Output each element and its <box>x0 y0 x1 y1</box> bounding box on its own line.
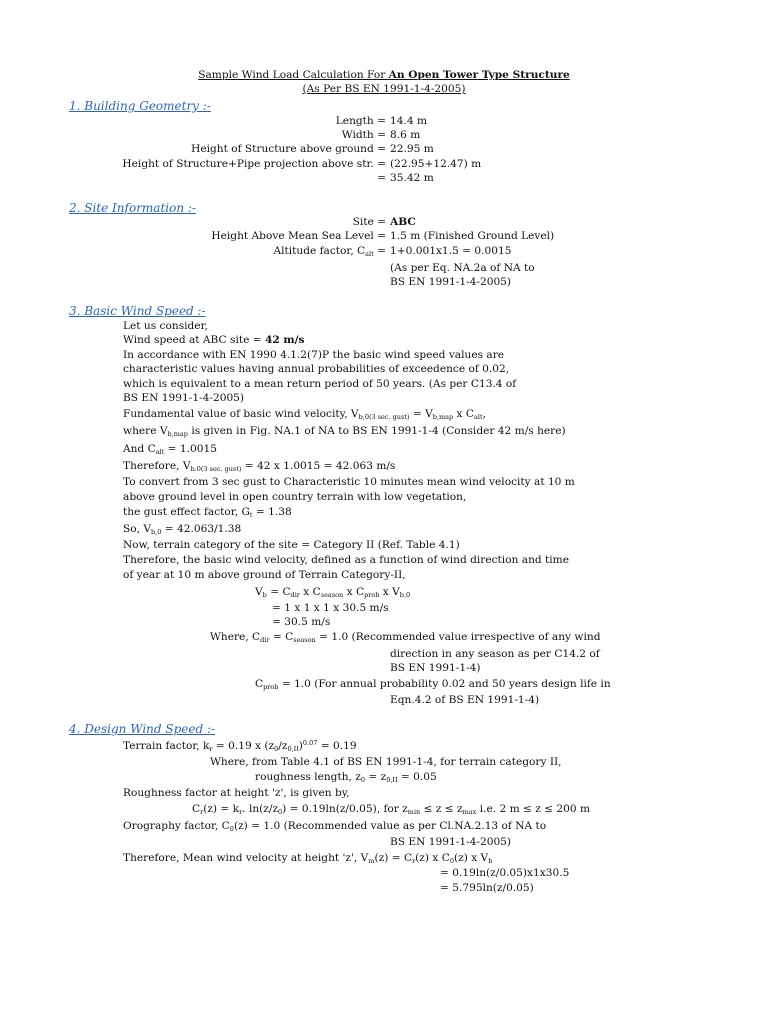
s3-line-9 <box>123 442 217 456</box>
s3-l14b: = 42.063/1.38 <box>161 523 242 535</box>
s3-line-21 <box>210 630 600 644</box>
s3-line-5: which is equivalent to a mean return period of 50 years. (As per C13.4 of <box>123 378 517 390</box>
s3-l18d: x C <box>343 586 365 598</box>
s4-l1sup: 0.07 <box>302 739 318 747</box>
s4-l8s3: 0 <box>449 857 454 865</box>
s4-l8a: Therefore, Mean wind velocity at height 'z', V <box>123 852 369 864</box>
height-label: Height of Structure above ground = <box>191 143 386 155</box>
s3-l18c: x C <box>299 586 321 598</box>
s3-line-20: = 30.5 m/s <box>272 616 331 628</box>
altitude-ref-2: BS EN 1991-1-4-2005) <box>390 276 512 288</box>
s4-l5s3: 0 <box>278 808 283 816</box>
s4-l8s2: r <box>412 857 416 865</box>
s4-l1b: = 0.19 x (z <box>212 740 275 752</box>
s3-l13a: the gust effect factor, G <box>123 506 250 518</box>
s3-line-12: above ground level in open country terrain with low vegetation, <box>123 491 467 503</box>
pipe-height-value: (22.95+12.47) m <box>390 158 482 170</box>
altitude-value: 1+0.001x1.5 = 0.0015 <box>390 245 512 257</box>
s3-l7b: = V <box>409 408 433 420</box>
s4-l8d: (z) x V <box>453 852 489 864</box>
s4-l1d: ) <box>298 740 303 752</box>
s4-l1s1: r <box>209 745 213 753</box>
s3-line-14 <box>123 522 241 536</box>
s4-line-4: Roughness factor at height 'z', is given by, <box>123 787 350 799</box>
s3-l21c: = 1.0 (Recommended value irrespective of any wind <box>315 631 601 643</box>
s3-l21s1: dir <box>260 636 270 644</box>
s4-line-9: = 0.19ln(z/0.05)x1x30.5 <box>440 867 570 879</box>
s3-l10b: = 42 x 1.0015 = 42.063 m/s <box>241 460 396 472</box>
s4-l8b: (z) = C <box>374 852 413 864</box>
s4-l8s4: b <box>488 857 493 865</box>
s3-l13s: t <box>249 511 253 519</box>
s4-line-6 <box>123 819 546 833</box>
s3-l18s1: b <box>262 591 267 599</box>
s3-l24a: C <box>255 678 264 690</box>
s3-line-25: Eqn.4.2 of BS EN 1991-1-4) <box>390 694 540 706</box>
s3-l7s2: b,map <box>432 413 454 421</box>
width-label: Width = <box>341 129 386 141</box>
height-value: 22.95 m <box>390 143 434 155</box>
s4-l5s1: r <box>200 808 204 816</box>
s4-l3c: = 0.05 <box>397 771 437 783</box>
s4-line-10: = 5.795ln(z/0.05) <box>440 882 534 894</box>
s3-l10s: b.0(3 sec. gust) <box>190 465 242 473</box>
s4-line-7: BS EN 1991-1-4-2005) <box>390 836 512 848</box>
s4-l5s2: r <box>239 808 243 816</box>
altitude-label-sub: alt <box>365 250 374 258</box>
s4-l5e: ≤ z ≤ z <box>420 803 463 815</box>
s4-l3b: = z <box>365 771 387 783</box>
s4-l1e: = 0.19 <box>317 740 357 752</box>
s3-line-2-text: Wind speed at ABC site = <box>123 334 265 346</box>
s4-l3s2: 0,II <box>386 776 398 784</box>
s3-l24b: = 1.0 (For annual probability 0.02 and 50 years design life in <box>278 678 611 690</box>
s3-l14s: b,0 <box>151 528 162 536</box>
s4-l8s1: m <box>368 857 375 865</box>
s3-line-13 <box>123 505 292 519</box>
s3-l8b: is given in Fig. NA.1 of NA to BS EN 1991-1-4 (Consider 42 m/s here) <box>187 425 566 437</box>
s4-l5f: i.e. 2 m ≤ z ≤ 200 m <box>476 803 591 815</box>
s4-l5c: . ln(z/z <box>242 803 279 815</box>
s3-l18e: x V <box>379 586 400 598</box>
s4-l6a: Orography factor, C <box>123 820 230 832</box>
total-height-value: 35.42 m <box>390 172 434 184</box>
s3-line-22: direction in any season as per C14.2 of <box>390 648 600 660</box>
s3-l21s2: season <box>293 636 316 644</box>
length-value: 14.4 m <box>390 115 428 127</box>
site-value-text: ABC <box>390 216 416 228</box>
s3-l18s5: b,0 <box>399 591 411 599</box>
document-code <box>0 82 768 96</box>
s4-l5b: (z) = k <box>203 803 240 815</box>
s4-l1a: Terrain factor, k <box>123 740 210 752</box>
s3-l10a: Therefore, V <box>123 460 191 472</box>
s4-l5s4: min <box>407 808 421 816</box>
s4-line-1 <box>123 739 357 753</box>
length-label: Length = <box>335 115 386 127</box>
s3-l9b: = 1.0015 <box>164 443 217 455</box>
s4-l5s5: max <box>462 808 477 816</box>
s3-l18s2: dir <box>290 591 300 599</box>
s3-l9s: alt <box>155 448 165 456</box>
section-4-heading: 4. Design Wind Speed :- <box>69 722 216 736</box>
s3-l13b: = 1.38 <box>252 506 292 518</box>
document-title <box>0 68 768 82</box>
s3-line-11: To convert from 3 sec gust to Characteristic 10 minutes mean wind velocity at 10 m <box>123 476 575 488</box>
s4-l1s3: 0,II <box>287 745 299 753</box>
title-code: (As Per BS EN 1991-1-4-2005) <box>302 83 466 95</box>
s3-line-8 <box>123 424 566 438</box>
s3-l18a: V <box>255 586 263 598</box>
section-2-heading: 2. Site Information :- <box>69 201 196 215</box>
s4-line-8 <box>123 851 492 865</box>
width-value: 8.6 m <box>390 129 421 141</box>
s4-l8c: (z) x C <box>415 852 450 864</box>
section-1-heading: 1. Building Geometry :- <box>69 99 211 113</box>
s3-l8s: b,map <box>167 430 188 438</box>
s3-line-6: BS EN 1991-1-4-2005) <box>123 392 245 404</box>
s3-line-1: Let us consider, <box>123 320 208 332</box>
s3-l7c: x C <box>453 408 475 420</box>
s4-line-2: Where, from Table 4.1 of BS EN 1991-1-4, for terrain category II, <box>210 756 562 768</box>
s3-line-7 <box>123 407 486 421</box>
s4-line-3 <box>255 770 437 784</box>
s3-line-4: characteristic values having annual probabilities of exceedence of 0.02, <box>123 363 510 375</box>
s3-line-3: In accordance with EN 1990 4.1.2(7)P the basic wind speed values are <box>123 349 505 361</box>
s4-l5d: ) = 0.19ln(z/0.05), for z <box>282 803 408 815</box>
s3-l8a: where V <box>123 425 168 437</box>
altitude-label-eq: = <box>373 245 386 257</box>
msl-value: 1.5 m (Finished Ground Level) <box>390 230 555 242</box>
s3-line-17: of year at 10 m above ground of Terrain Category-II, <box>123 569 406 581</box>
s3-l18b: = C <box>266 586 291 598</box>
s3-l7a: Fundamental value of basic wind velocity, V <box>123 408 359 420</box>
title-bold: An Open Tower Type Structure <box>388 69 570 81</box>
msl-label: Height Above Mean Sea Level = <box>211 230 386 242</box>
s3-line-23: BS EN 1991-1-4) <box>390 662 481 674</box>
s3-l9a: And C <box>123 443 156 455</box>
s3-line-2 <box>123 333 304 347</box>
section-3-heading: 3. Basic Wind Speed :- <box>69 304 206 318</box>
s3-line-19: = 1 x 1 x 1 x 30.5 m/s <box>272 602 389 614</box>
title-prefix: Sample Wind Load Calculation For <box>198 69 389 81</box>
s3-line-16: Therefore, the basic wind velocity, defined as a function of wind direction and time <box>123 554 570 566</box>
altitude-label-text: Altitude factor, C <box>273 245 366 257</box>
s4-line-5 <box>192 802 590 816</box>
s4-l6b: (z) = 1.0 (Recommended value as per Cl.NA.2.13 of NA to <box>233 820 547 832</box>
s4-l1c: /z <box>278 740 288 752</box>
s4-l6s: 0 <box>229 825 234 833</box>
s3-l7s1: b,0(3 sec. gust) <box>358 413 410 421</box>
wind-speed-value: 42 m/s <box>264 334 305 346</box>
s4-l3a: roughness length, z <box>255 771 361 783</box>
total-height-label: = <box>377 172 386 184</box>
site-label: Site = <box>352 216 386 228</box>
s3-line-24 <box>255 677 611 691</box>
s3-line-15: Now, terrain category of the site = Category II (Ref. Table 4.1) <box>123 539 460 551</box>
s3-line-18 <box>255 585 410 599</box>
s3-l18s3: season <box>320 591 344 599</box>
altitude-label <box>0 244 386 258</box>
s3-l24s: prob <box>263 683 279 691</box>
site-value <box>390 215 416 229</box>
s4-l5a: C <box>192 803 201 815</box>
s4-l1s2: 0 <box>274 745 279 753</box>
s3-l7d: , <box>482 408 486 420</box>
s3-l18s4: prob <box>364 591 380 599</box>
pipe-height-label: Height of Structure+Pipe projection above str. = <box>122 158 386 170</box>
s3-l14a: So, V <box>123 523 152 535</box>
s3-l21a: Where, C <box>210 631 261 643</box>
s3-l21b: = C <box>269 631 294 643</box>
altitude-ref-1: (As per Eq. NA.2a of NA to <box>390 262 535 274</box>
s4-l3s1: 0 <box>360 776 366 784</box>
s3-line-10 <box>123 459 395 473</box>
s3-l7s3: alt <box>474 413 483 421</box>
